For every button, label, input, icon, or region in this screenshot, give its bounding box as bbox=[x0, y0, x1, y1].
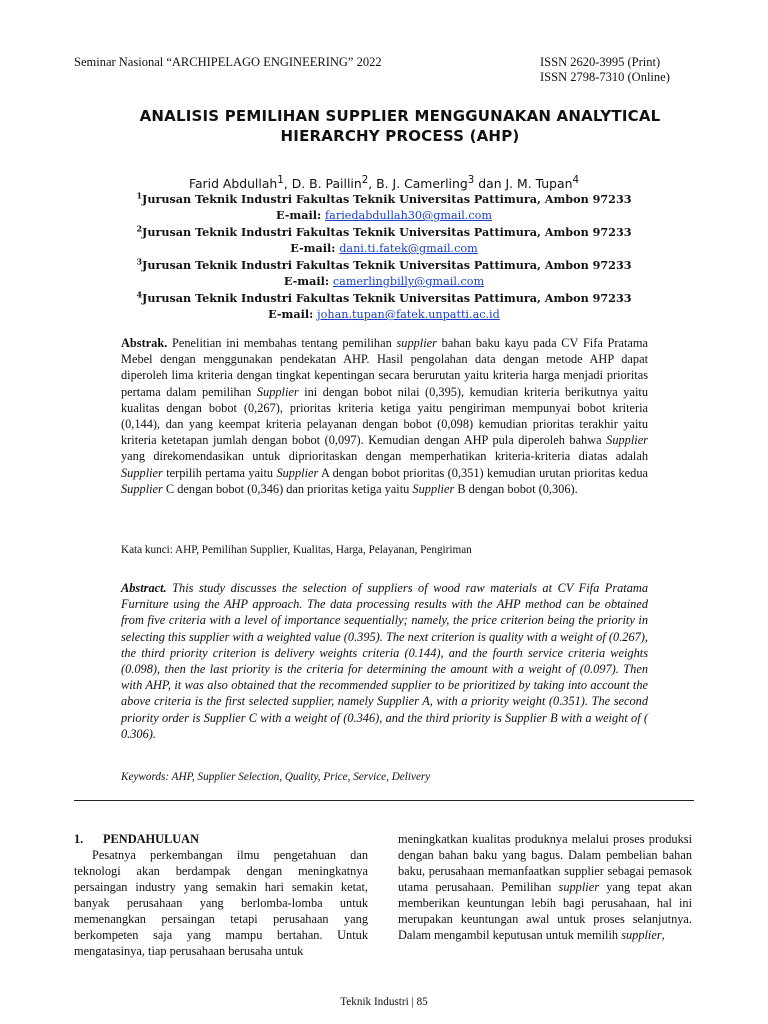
column-left bbox=[74, 831, 368, 959]
section-divider bbox=[74, 800, 694, 801]
email-link-4[interactable]: johan.tupan@fatek.unpatti.ac.id bbox=[317, 308, 500, 321]
keywords-english: Keywords: AHP, Supplier Selection, Quality, Price, Service, Delivery bbox=[121, 771, 431, 783]
kata-kunci: Kata kunci: AHP, Pemilihan Supplier, Kualitas, Harga, Pelayanan, Pengiriman bbox=[121, 544, 472, 556]
author-conjunction: dan bbox=[478, 176, 502, 192]
issn-print: ISSN 2620-3995 (Print) bbox=[540, 55, 661, 69]
issn-block bbox=[540, 55, 670, 85]
email-4: E-mail: johan.tupan@fatek.unpatti.ac.id bbox=[268, 307, 500, 321]
abstrak-paragraph: Abstrak. Penelitian ini membahas tentang pemilihan supplier bahan baku kayu pada CV Fifa Pratama Mebel dengan menggunakan pendekatan AHP. Hasil pengolahan data dengan metode AHP dapat diperoleh lima kriteria dengan tingkat kepentingan secara berurutan yaitu kriteria harga menjadi prioritas pertama dalam pemilihan Supplier ini dengan bobot nilai (0,395), kemudian kriteria berikutnya yaitu kualitas dengan bobot (0,267), prioritas kriteria ketiga yaitu pengiriman mempunyai bobot kriteria (0,144), dan yang keempat kriteria pelayanan dengan bobot (0,098) kemudian prioritas terakhir yaitu kriteria ketetapan jumlah dengan bobot (0,097). Kemudian dengan AHP pula diperoleh bahwa Supplier yang direkomendasikan untuk diprioritaskan dengan memperhatikan kriteria-kriteria diatas adalah Supplier terpilih pertama yaitu Supplier A dengan bobot prioritas (0,351) kemudian urutan prioritas kedua Supplier C dengan bobot (0,346) dan prioritas ketiga yaitu Supplier B dengan bobot (0,306). bbox=[121, 336, 648, 496]
affiliation-1: $^1$Jurusan Teknik Industri Fakultas Teknik Universitas Pattimura, Ambon 97233 bbox=[136, 190, 632, 206]
affiliation-2: $^2$Jurusan Teknik Industri Fakultas Teknik Universitas Pattimura, Ambon 97233 bbox=[136, 223, 632, 239]
column-right: meningkatkan kualitas produknya melalui proses produksi dengan bahan baku yang bagus. Dalam pembelian bahan baku, perusahaan memanfaatkan supplier sebagai pemasok utama perusahaan. Pemilihan supplier yang tepat akan memberikan keuntungan lebih bagi perusahaan, hal ini merupakan keuntungan awal untuk proses selanjutnya. Dalam mengambil keputusan untuk memilih supplier, bbox=[398, 832, 692, 942]
author-3: B. J. Camerling bbox=[376, 176, 468, 192]
abstract-english: Abstract. This study discusses the selection of suppliers of wood raw materials at CV Fifa Pratama Furniture using the AHP approach. The data processing results with the AHP method can be obtained from five criteria with a level of importance sequentially; namely, the price criterion being the priority in selecting this supplier with a weighted value (0.395). The next criterion is quality with a weight of (0.267), the third priority criterion is delivery weights criteria (0.144), and the fourth service criteria weights (0.098), then the last priority is the criteria for determining the amount with a weight of (0.097). Then with AHP, it was also obtained that the recommended supplier to be prioritized by taking into account the above criteria is the first selected supplier, namely Supplier A, with a priority weight (0.351). The second priority order is Supplier C with a weight of (0.346), and the third priority is Supplier B with a weight of ( 0.306). bbox=[121, 581, 648, 741]
seminar-header: Seminar Nasional “ARCHIPELAGO ENGINEERING” 2022 bbox=[74, 55, 382, 69]
affiliation-3: $^3$Jurusan Teknik Industri Fakultas Teknik Universitas Pattimura, Ambon 97233 bbox=[136, 256, 632, 272]
email-3: E-mail: camerlingbilly@gmail.com bbox=[283, 274, 485, 288]
email-1: E-mail: fariedabdullah30@gmail.com bbox=[276, 208, 492, 222]
affiliation-4: $^4$Jurusan Teknik Industri Fakultas Teknik Universitas Pattimura, Ambon 97233 bbox=[136, 289, 632, 305]
paper-title bbox=[130, 106, 670, 146]
section-heading: 1. PENDAHULUAN bbox=[74, 832, 200, 846]
page-footer: Teknik Industri | 85 bbox=[340, 996, 428, 1008]
affiliation-list bbox=[74, 191, 694, 323]
intro-paragraph-left: Pesatnya perkembangan ilmu pengetahuan dan teknologi akan berdampak dengan meningkatnya persaingan industry yang semakin hari semakin ketat, banyak perusahaan yang berlomba-lomba untuk memenangkan persaingan tetapi perusahaan yang berkompeten saja yang mampu bertahan. Untuk mengatasinya, tiap perusahaan berusaha untuk bbox=[74, 848, 368, 958]
author-1: Farid Abdullah bbox=[188, 176, 278, 192]
email-2: E-mail: dani.ti.fatek@gmail.com bbox=[290, 241, 478, 255]
author-2: D. B. Paillin bbox=[291, 176, 362, 192]
abstract-label: Abstract. bbox=[121, 581, 167, 595]
email-link-3[interactable]: camerlingbilly@gmail.com bbox=[332, 275, 485, 288]
author-list: Farid Abdullah$^1$, D. B. Paillin$^2$, B. J. Camerling$^3$ dan J. M. Tupan$^4$ bbox=[188, 174, 580, 192]
title-line-1: ANALISIS PEMILIHAN SUPPLIER MENGGUNAKAN ANALYTICAL bbox=[139, 107, 661, 125]
author-4: J. M. Tupan bbox=[505, 176, 573, 192]
abstrak-label: Abstrak. bbox=[121, 336, 168, 350]
email-link-1[interactable]: fariedabdullah30@gmail.com bbox=[325, 209, 492, 222]
issn-online: ISSN 2798-7310 (Online) bbox=[540, 70, 670, 84]
title-line-2: HIERARCHY PROCESS (AHP) bbox=[280, 127, 520, 145]
email-link-2[interactable]: dani.ti.fatek@gmail.com bbox=[339, 242, 478, 255]
